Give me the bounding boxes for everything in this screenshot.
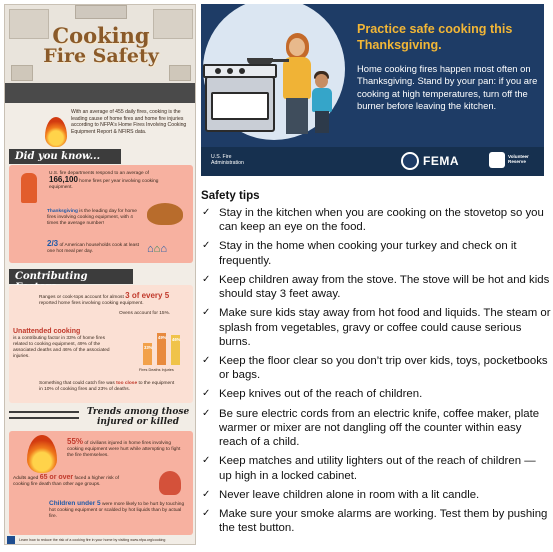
did-you-know-panel (9, 165, 193, 263)
range-hood (75, 5, 127, 19)
countertop (5, 83, 196, 103)
list-item (201, 239, 551, 267)
tip-text: Be sure electric cords from an electric knife, coffee maker, plate warmer or mixer are not dangling off the counter within easy reach of a child. (219, 407, 540, 449)
fact3 (47, 241, 147, 255)
cf1-post: reported home fires involving cooking equipment. (39, 301, 144, 306)
unattended-bar-chart (141, 321, 187, 365)
stove-knob (239, 68, 245, 74)
usfa-line1: U.S. Fire (211, 154, 232, 160)
list-item (201, 488, 551, 502)
person-icon (159, 471, 181, 495)
tip-text: Make sure your smoke alarms are working. Test them by pushing the test button. (219, 508, 548, 535)
checkmark-icon: ✓ (202, 207, 211, 218)
woman-body (283, 57, 311, 99)
pan-handle (271, 59, 289, 62)
cf1-ovens: Ovens account for 15%. (119, 311, 171, 316)
bar-legend: Fires Deaths Injuries (139, 368, 174, 372)
woman-legs (286, 98, 308, 134)
trend2-highlight: 65 or over (39, 474, 74, 481)
fact1-pre: U.S. fire departments respond to an average of (49, 171, 149, 176)
trends-panel (9, 431, 193, 535)
too-close-post: to the equipment in 10% of cooking fires and 23% of deaths. (39, 381, 175, 392)
divider-line (9, 417, 79, 419)
banner-footer (201, 147, 544, 176)
banner-title: Practice safe cooking this Thanksgiving. (357, 22, 513, 52)
contributing-factors-heading: Contributing (9, 269, 133, 284)
fact3-text: of American households cook at least one hot meal per day. (47, 243, 139, 254)
fact2-text: is the leading day for home fires involving cooking equipment, with 4 times the average number! (47, 209, 137, 226)
turkey-icon (147, 203, 183, 225)
unattended-heading: Unattended cooking (13, 328, 81, 335)
fema-logo-text: FEMA (423, 154, 459, 168)
infographic-title-line2: Fire Safety (43, 45, 159, 67)
checkmark-icon: ✓ (202, 508, 211, 520)
checkmark-icon: ✓ (202, 240, 211, 252)
checkmark-icon: ✓ (202, 488, 211, 500)
cf1-pre: Ranges or cook-tops account for almost (39, 295, 124, 300)
safety-tips-list (201, 206, 551, 541)
vr-line1: Volunteer (508, 154, 529, 159)
usfa-line2: Administration (211, 160, 244, 166)
safety-tips-title: Safety tips (201, 189, 260, 202)
list-item (201, 407, 551, 450)
list-item (201, 206, 551, 234)
bar-fires (143, 343, 152, 365)
bar-injuries-label: 46% (172, 337, 181, 342)
cabinet-door (11, 65, 33, 81)
house-icons: ⌂⌂⌂ (147, 243, 167, 255)
infographic-title-line1: Cooking (52, 23, 150, 48)
trend1-text: of civilians injured in home fires involving cooking equipment were hurt while attempting to fight the fire themselves. (67, 441, 181, 458)
bar-injuries (171, 335, 180, 365)
tip-text: Keep children away from the stove. The stove will be hot and kids should stay 3 feet away. (219, 273, 550, 301)
tip-text: Make sure kids stay away from hot food and liquids. The steam or splash from vegetables, gravy or coffee could cause serious burns. (219, 307, 551, 348)
trend2-pre: Adults aged (13, 476, 39, 481)
vr-line2: Reserve (508, 159, 526, 165)
bar-deaths (157, 333, 166, 365)
kitchen-illustration (5, 5, 196, 103)
stove-knob (215, 68, 221, 74)
cabinet-door (169, 65, 191, 81)
contributing-factors-panel (9, 285, 193, 403)
kid-legs (315, 111, 329, 133)
list-item (201, 306, 551, 349)
fact1 (49, 171, 169, 191)
unattended-text: is a contributing factor in 33% of home fires related to cooking equipment, 49% of the associated deaths and 46% of the associated injuries. (13, 336, 110, 359)
checkmark-icon: ✓ (202, 407, 211, 419)
tip-text: Keep matches and utility lighters out of the reach of children — up high in a locked cabinet. (219, 455, 536, 482)
intro-text: With an average of 455 daily fires, cooking is the leading cause of home fires and home fire injuries according to NFPA's Home Fires Involving Cooking Equipment Report & NFIRS data. (71, 109, 187, 135)
unattended (13, 329, 113, 360)
infographic-footer: Learn how to reduce the risk of a cooking fire in your home by visiting www.nfpa.org/cooking (19, 538, 166, 542)
firefighter-icon (21, 173, 37, 203)
fact2 (47, 209, 143, 227)
fire-icon (27, 435, 57, 473)
oven-window (211, 92, 269, 120)
list-item (201, 507, 551, 535)
kid-body (312, 88, 332, 112)
list-item (201, 273, 551, 301)
checkmark-icon: ✓ (202, 307, 211, 319)
nfpa-logo (7, 536, 15, 544)
trend1-highlight: 55% (67, 437, 84, 446)
trend3-highlight: Children under 5 (49, 500, 101, 507)
trend2-post: faced a higher risk of cooking fire death than other age groups. (13, 476, 120, 487)
checkmark-icon: ✓ (202, 388, 211, 400)
fema-seal-icon (401, 152, 419, 170)
fact1-number: 166,100 (49, 175, 78, 184)
tip-text: Stay in the kitchen when you are cooking on the stovetop so you can keep an eye on the food. (219, 207, 544, 234)
kid-head (315, 74, 328, 88)
trend3 (49, 501, 189, 520)
list-item (201, 354, 551, 382)
checkmark-icon: ✓ (202, 273, 211, 285)
trend1 (67, 439, 187, 459)
cooking-fire-safety-infographic (4, 4, 196, 545)
list-item (201, 387, 551, 401)
tip-text: Keep knives out of the reach of children. (219, 388, 423, 401)
flame-icon (45, 117, 67, 147)
bar-fires-label: 33% (144, 345, 153, 350)
checkmark-icon: ✓ (202, 355, 211, 367)
fact2-highlight: Thanksgiving (47, 209, 78, 214)
volunteer-reserve-logo (489, 152, 505, 168)
volunteer-reserve-text (508, 154, 529, 165)
stove-knob (227, 68, 233, 74)
did-you-know-heading: Did you know... (9, 149, 121, 164)
divider-line (9, 411, 79, 413)
trends-heading-line1: Trends among those (86, 407, 190, 417)
fact1-post: home fires per year involving cooking equipment. (49, 179, 159, 190)
tip-text: Never leave children alone in room with a lit candle. (219, 488, 480, 501)
fema-thanksgiving-banner (201, 4, 544, 176)
cf1-highlight: 3 of every 5 (125, 291, 170, 300)
list-item (201, 454, 551, 482)
bar-deaths-label: 49% (158, 335, 167, 340)
woman-head (289, 38, 305, 56)
trend3-text: were more likely to be hurt by touching hot cooking equipment or scalded by hot liquids than by actual fire. (49, 502, 185, 519)
banner-body: Home cooking fires happen most often on Thanksgiving. Stand by your pan: if you are cooking at high temperatures, turn off the burner before leaving the kitchen. (357, 63, 538, 111)
tip-text: Keep the floor clear so you don’t trip over kids, toys, pocketbooks or bags. (219, 355, 548, 382)
too-close (39, 381, 179, 393)
fact3-number: 2/3 (47, 239, 59, 248)
cf1 (39, 293, 187, 307)
tip-text: Stay in the home when cooking your turkey and check on it frequently. (219, 240, 517, 267)
usfa-logo (211, 154, 244, 166)
checkmark-icon: ✓ (202, 455, 211, 467)
trends-heading-line2: injured or killed (96, 417, 180, 427)
trends-heading (83, 407, 193, 427)
trend2 (13, 475, 121, 488)
too-close-highlight: too close (116, 381, 138, 386)
too-close-pre: Something that could catch fire was (39, 381, 115, 386)
